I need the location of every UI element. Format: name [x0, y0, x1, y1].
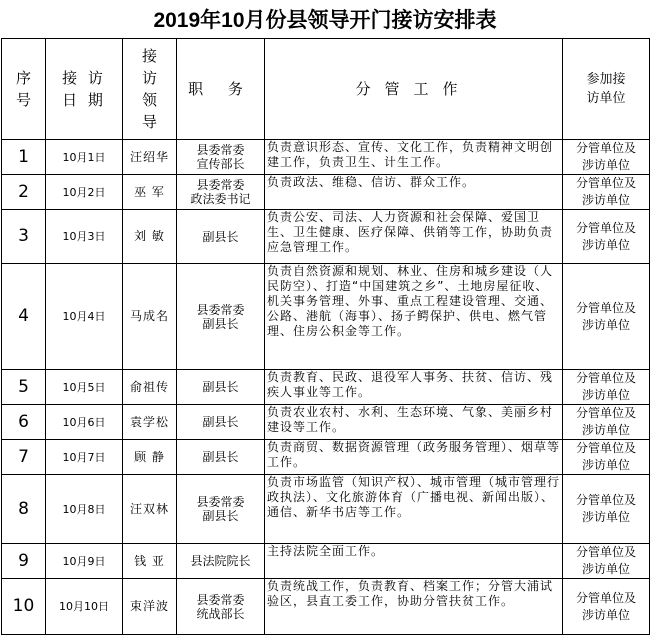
date-cell: 10月6日	[46, 405, 123, 440]
leader-cell: 俞祖传	[123, 370, 177, 405]
position-cell: 副县长	[177, 370, 265, 405]
duty-cell: 负责教育、民政、退役军人事务、扶贫、信访、残疾人事业等工作。	[265, 370, 563, 405]
seq-cell: 8	[2, 475, 46, 544]
seq-cell: 4	[2, 264, 46, 370]
table-row	[2, 544, 650, 579]
unit-cell: 分管单位及 涉访单位	[563, 264, 650, 370]
position-cell: 县委常委 副县长	[177, 475, 265, 544]
leader-cell: 巫 军	[123, 175, 177, 210]
unit-cell: 分管单位及 涉访单位	[563, 475, 650, 544]
unit-cell: 分管单位及 涉访单位	[563, 440, 650, 475]
table-row	[2, 210, 650, 264]
table-row	[2, 370, 650, 405]
leader-cell: 汪双林	[123, 475, 177, 544]
table-row	[2, 475, 650, 544]
date-cell: 10月4日	[46, 264, 123, 370]
date-cell: 10月3日	[46, 210, 123, 264]
leader-cell: 袁学松	[123, 405, 177, 440]
position-cell: 县委常委 宣传部长	[177, 140, 265, 175]
unit-cell: 分管单位及 涉访单位	[563, 579, 650, 635]
table-row	[2, 264, 650, 370]
seq-cell: 9	[2, 544, 46, 579]
duty-cell: 负责农业农村、水利、生态环境、气象、美丽乡村建设等工作。	[265, 405, 563, 440]
duty-cell: 负责公安、司法、人力资源和社会保障、爱国卫生、卫生健康、医疗保障、供销等工作，协助负责应急管理工作。	[265, 210, 563, 264]
leader-cell: 马成名	[123, 264, 177, 370]
unit-cell: 分管单位及 涉访单位	[563, 370, 650, 405]
leader-cell: 束洋波	[123, 579, 177, 635]
table-row	[2, 175, 650, 210]
unit-cell: 分管单位及 涉访单位	[563, 175, 650, 210]
date-cell: 10月1日	[46, 140, 123, 175]
header-position: 职 务	[177, 39, 265, 140]
position-cell: 副县长	[177, 440, 265, 475]
seq-cell: 6	[2, 405, 46, 440]
position-cell: 县委常委 副县长	[177, 264, 265, 370]
position-cell: 副县长	[177, 405, 265, 440]
leader-cell: 钱 亚	[123, 544, 177, 579]
seq-cell: 5	[2, 370, 46, 405]
seq-cell: 10	[2, 579, 46, 635]
schedule-table	[1, 38, 650, 635]
unit-cell: 分管单位及 涉访单位	[563, 544, 650, 579]
position-cell: 县法院院长	[177, 544, 265, 579]
leader-cell: 刘 敏	[123, 210, 177, 264]
date-cell: 10月9日	[46, 544, 123, 579]
position-cell: 副县长	[177, 210, 265, 264]
date-cell: 10月2日	[46, 175, 123, 210]
duty-cell: 负责统战工作，负责教育、档案工作；分管大浦试验区，县直工委工作，协助分管扶贫工作。	[265, 579, 563, 635]
header-duty: 分管工作	[265, 39, 563, 140]
date-cell: 10月8日	[46, 475, 123, 544]
position-cell: 县委常委 政法委书记	[177, 175, 265, 210]
duty-cell: 负责商贸、数据资源管理（政务服务管理）、烟草等工作。	[265, 440, 563, 475]
header-unit: 参加接 访单位	[563, 39, 650, 140]
date-cell: 10月7日	[46, 440, 123, 475]
header-leader: 接 访 领 导	[123, 39, 177, 140]
header-date: 接 访 日 期	[46, 39, 123, 140]
table-row	[2, 405, 650, 440]
seq-cell: 3	[2, 210, 46, 264]
seq-cell: 2	[2, 175, 46, 210]
position-cell: 县委常委 统战部长	[177, 579, 265, 635]
duty-cell: 负责意识形态、宣传、文化工作，负责精神文明创建工作，负责卫生、计生工作。	[265, 140, 563, 175]
duty-cell: 主持法院全面工作。	[265, 544, 563, 579]
duty-cell: 负责市场监管（知识产权）、城市管理（城市管理行政执法）、文化旅游体育（广播电视、新闻出版）、通信、新华书店等工作。	[265, 475, 563, 544]
unit-cell: 分管单位及 涉访单位	[563, 210, 650, 264]
duty-cell: 负责政法、维稳、信访、群众工作。	[265, 175, 563, 210]
leader-cell: 顾 静	[123, 440, 177, 475]
table-row	[2, 579, 650, 635]
page-title: 2019年10月份县领导开门接访安排表	[153, 9, 497, 32]
seq-cell: 1	[2, 140, 46, 175]
date-cell: 10月10日	[46, 579, 123, 635]
header-row	[2, 39, 650, 140]
date-cell: 10月5日	[46, 370, 123, 405]
unit-cell: 分管单位及 涉访单位	[563, 405, 650, 440]
table-row	[2, 440, 650, 475]
leader-cell: 汪绍华	[123, 140, 177, 175]
header-seq: 序 号	[2, 39, 46, 140]
duty-cell: 负责自然资源和规划、林业、住房和城乡建设（人民防空）、打造“中国建筑之乡”、土地房屋征收、机关事务管理、外事、重点工程建设管理、交通、公路、港航（海事）、扬子鳄保护、供电、燃气管理、住房公积金等工作。	[265, 264, 563, 370]
unit-cell: 分管单位及 涉访单位	[563, 140, 650, 175]
table-row	[2, 140, 650, 175]
seq-cell: 7	[2, 440, 46, 475]
